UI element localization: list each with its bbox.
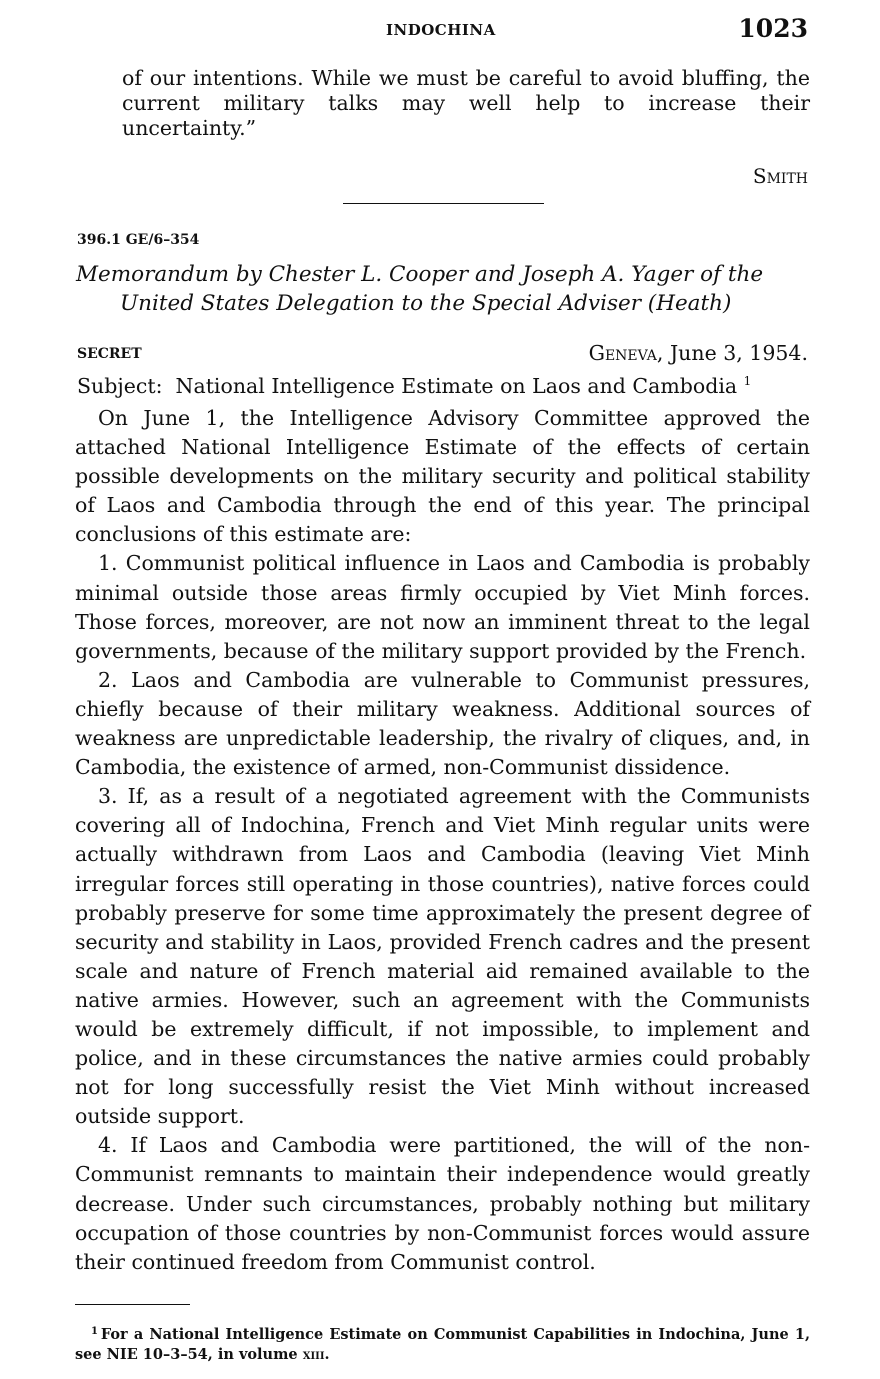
document-title: [76, 260, 810, 318]
dateline: [589, 341, 808, 365]
file-reference: 396.1 GE/6–354: [77, 232, 200, 248]
running-head: INDOCHINA: [386, 21, 496, 39]
body-paragraph: On June 1, the Intelligence Advisory Committee approved the attached National Intelligence Estimate of the effects of certain possible developments on the military security and political stability of Laos and Cambodia through the end of this year. The principal conclusions of this estimate are:: [75, 406, 810, 547]
dateline-place: Geneva,: [588, 341, 664, 365]
classification-marking: SECRET: [77, 346, 142, 362]
subject-line: [77, 374, 751, 398]
footnote-marker: 1: [743, 374, 752, 388]
document-title-line-2: United States Delegation to the Special Adviser (Heath): [120, 291, 732, 316]
body-paragraph: 1. Communist political influence in Laos and Cambodia is probably minimal outside those areas firmly occupied by Viet Minh forces. Those forces, moreover, are not now an imminent threat to the legal governments, because of the military support provided by the French.: [75, 551, 810, 663]
subject-text: National Intelligence Estimate on Laos and Cambodia: [175, 374, 738, 398]
page-number: 1023: [738, 14, 808, 43]
dateline-date: June 3, 1954.: [663, 341, 808, 365]
footnote-text: For a National Intelligence Estimate on Communist Capabilities in Indochina, June 1, see NIE 10–3–54, in volume: [75, 1326, 810, 1363]
footnote-rule: [75, 1304, 190, 1305]
document-title-line-1: Memorandum by Chester L. Cooper and Joseph A. Yager of the: [76, 262, 764, 287]
footnote: [75, 1322, 810, 1365]
continuation-paragraph: of our intentions. While we must be careful to avoid bluffing, the current military talks may well help to increase their uncertainty.”: [122, 66, 810, 140]
body-paragraph: 4. If Laos and Cambodia were partitioned, the will of the non-Communist remnants to maintain their independence would greatly decrease. Under such circumstances, probably nothing but military occupation of those countries by non-Communist forces would assure their continued freedom from Communist control.: [75, 1133, 810, 1274]
footnote-number: 1: [91, 1326, 98, 1337]
footnote-volume: xiii.: [302, 1346, 330, 1363]
memorandum-body: [75, 404, 810, 1277]
section-divider: [343, 203, 544, 204]
body-paragraph: 3. If, as a result of a negotiated agreement with the Communists covering all of Indochina, French and Viet Minh regular units were actually withdrawn from Laos and Cambodia (leaving Viet Minh irregular forces still operating in those countries), native forces could probably preserve for some time approximately the present degree of security and stability in Laos, provided French cadres and the present scale and nature of French material aid remained available to the native armies. However, such an agreement with the Communists would be extremely difficult, if not impossible, to implement and police, and in these circumstances the native armies could probably not for long successfully resist the Viet Minh without increased outside support.: [75, 784, 810, 1129]
body-paragraph: 2. Laos and Cambodia are vulnerable to Communist pressures, chiefly because of their military weakness. Additional sources of weakness are unpredictable leadership, the rivalry of cliques, and, in Cambodia, the existence of armed, non-Communist dissidence.: [75, 667, 810, 780]
signature: Smith: [752, 164, 808, 188]
subject-label: Subject:: [77, 374, 163, 398]
